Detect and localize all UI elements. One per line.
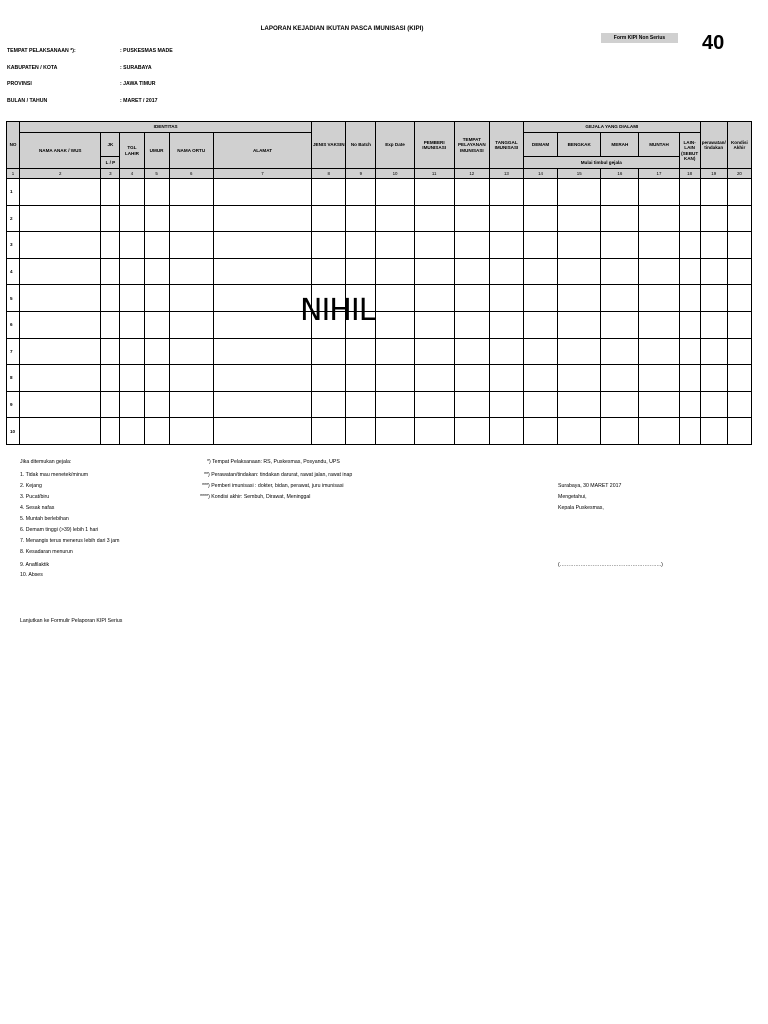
column-number-cell: 1	[7, 169, 20, 179]
footnote-pemberi: ***) Pemberi imunisasi : dokter, bidan, perawat, juru imunisasi	[202, 483, 344, 489]
footnote-tempat: *) Tempat Pelaksanaan: RS, Puskesmas, Posyandu, UPS	[207, 459, 340, 465]
table-cell	[414, 418, 454, 445]
info-label: KABUPATEN / KOTA	[7, 65, 58, 71]
table-cell	[558, 205, 601, 232]
table-cell	[20, 338, 101, 365]
symptom-item: 6. Demam tinggi (>39) lebih 1 hari	[20, 527, 99, 533]
table-cell	[144, 258, 169, 285]
table-cell	[700, 311, 727, 338]
table-cell	[489, 391, 523, 418]
table-cell	[20, 205, 101, 232]
table-cell	[312, 391, 346, 418]
table-cell	[727, 205, 751, 232]
table-cell	[489, 365, 523, 392]
table-cell	[20, 179, 101, 206]
row-number: 8	[7, 365, 20, 392]
table-cell	[120, 365, 144, 392]
table-cell	[414, 232, 454, 259]
table-cell	[639, 311, 679, 338]
table-cell	[213, 232, 311, 259]
table-cell	[727, 232, 751, 259]
table-cell	[414, 311, 454, 338]
row-number: 9	[7, 391, 20, 418]
column-number-cell: 15	[558, 169, 601, 179]
table-cell	[101, 179, 120, 206]
table-cell	[120, 311, 144, 338]
table-cell	[376, 391, 414, 418]
symptom-item: 10. Abses	[20, 572, 43, 578]
column-number-cell: 20	[727, 169, 751, 179]
column-number-cell: 3	[101, 169, 120, 179]
table-cell	[144, 365, 169, 392]
table-cell	[20, 418, 101, 445]
table-cell	[524, 391, 558, 418]
table-cell	[414, 338, 454, 365]
table-cell	[639, 338, 679, 365]
table-cell	[558, 391, 601, 418]
table-cell	[489, 179, 523, 206]
table-cell	[489, 285, 523, 312]
table-row	[7, 232, 752, 259]
table-cell	[120, 232, 144, 259]
table-cell	[101, 205, 120, 232]
table-cell	[454, 365, 489, 392]
column-number-cell: 5	[144, 169, 169, 179]
page-number: 40	[702, 32, 725, 54]
table-cell	[679, 285, 700, 312]
table-cell	[169, 258, 213, 285]
table-cell	[20, 285, 101, 312]
row-number: 4	[7, 258, 20, 285]
table-row	[7, 418, 752, 445]
table-cell	[454, 258, 489, 285]
table-cell	[346, 365, 376, 392]
table-cell	[489, 258, 523, 285]
row-number: 10	[7, 418, 20, 445]
table-cell	[144, 391, 169, 418]
row-number: 7	[7, 338, 20, 365]
table-cell	[639, 258, 679, 285]
col-demam-header: DEMAM	[524, 133, 558, 157]
table-cell	[524, 365, 558, 392]
table-cell	[454, 418, 489, 445]
table-row	[7, 338, 752, 365]
table-cell	[101, 258, 120, 285]
table-cell	[120, 179, 144, 206]
table-cell	[558, 418, 601, 445]
table-cell	[346, 258, 376, 285]
info-kabupaten	[7, 65, 152, 71]
col-no-header: NO	[7, 122, 20, 169]
info-label: TEMPAT PELAKSANAAN *):	[7, 48, 76, 54]
info-bulan-tahun	[7, 98, 157, 104]
table-cell	[601, 179, 639, 206]
table-cell	[213, 391, 311, 418]
table-cell	[414, 205, 454, 232]
table-cell	[727, 391, 751, 418]
column-number-cell: 2	[20, 169, 101, 179]
table-cell	[639, 205, 679, 232]
table-cell	[120, 418, 144, 445]
col-lp-header: L / P	[101, 157, 120, 169]
table-cell	[101, 391, 120, 418]
table-cell	[213, 205, 311, 232]
table-cell	[144, 418, 169, 445]
table-cell	[213, 338, 311, 365]
table-cell	[489, 311, 523, 338]
table-cell	[679, 365, 700, 392]
table-cell	[213, 285, 311, 312]
table-cell	[700, 338, 727, 365]
table-cell	[169, 179, 213, 206]
table-cell	[558, 258, 601, 285]
column-number-row	[7, 169, 752, 179]
table-cell	[144, 311, 169, 338]
table-cell	[454, 391, 489, 418]
col-perawatan-header: perawatan/ tindakan	[700, 122, 727, 169]
column-number-cell: 10	[376, 169, 414, 179]
col-tempat-header: TEMPAT PELAYANAN IMUNISASI	[454, 122, 489, 169]
table-cell	[700, 365, 727, 392]
table-cell	[376, 258, 414, 285]
col-jk-header: JK	[101, 133, 120, 157]
table-cell	[601, 232, 639, 259]
symptom-item: 4. Sesak nafas	[20, 505, 55, 511]
table-cell	[346, 418, 376, 445]
symptom-item: 7. Menangis terus menerus lebih dari 3 jam	[20, 538, 120, 544]
symptom-item: 9. Anafilaktik	[20, 562, 50, 568]
info-value: : SURABAYA	[120, 65, 152, 71]
table-cell	[601, 391, 639, 418]
table-cell	[601, 258, 639, 285]
column-number-cell: 6	[169, 169, 213, 179]
signature-place-date: Surabaya, 30 MARET 2017	[558, 483, 622, 489]
table-cell	[20, 311, 101, 338]
table-cell	[454, 311, 489, 338]
col-lain-header: LAIN-LAIN (SEBUT KAN)	[679, 133, 700, 169]
table-cell	[700, 179, 727, 206]
table-cell	[144, 338, 169, 365]
symptom-item: 2. Kejang	[20, 483, 42, 489]
table-cell	[727, 338, 751, 365]
column-number-cell: 16	[601, 169, 639, 179]
table-cell	[679, 179, 700, 206]
symptom-item: 3. Pucat/biru	[20, 494, 50, 500]
footnote-perawatan: **) Perawatan/tindakan: tindakan darurat, rawat jalan, rawat inap	[204, 472, 353, 478]
table-cell	[144, 285, 169, 312]
table-cell	[558, 311, 601, 338]
table-cell	[414, 365, 454, 392]
col-merah-header: MERAH	[601, 133, 639, 157]
table-cell	[213, 179, 311, 206]
table-cell	[169, 365, 213, 392]
table-cell	[120, 285, 144, 312]
table-cell	[558, 365, 601, 392]
table-row	[7, 365, 752, 392]
table-cell	[169, 205, 213, 232]
table-cell	[727, 418, 751, 445]
table-cell	[414, 258, 454, 285]
table-cell	[558, 232, 601, 259]
table-cell	[376, 418, 414, 445]
col-no-batch-header: No Batch	[346, 122, 376, 169]
table-cell	[679, 391, 700, 418]
column-number-cell: 17	[639, 169, 679, 179]
col-mulai-header: Mulai timbul gejala	[524, 157, 680, 169]
info-value: : MARET / 2017	[120, 98, 158, 104]
table-cell	[101, 232, 120, 259]
table-cell	[454, 205, 489, 232]
table-cell	[727, 179, 751, 206]
table-cell	[20, 391, 101, 418]
table-cell	[376, 365, 414, 392]
table-cell	[601, 338, 639, 365]
table-cell	[601, 285, 639, 312]
table-cell	[700, 232, 727, 259]
signature-acknowledged: Mengetahui,	[558, 494, 587, 500]
column-number-cell: 7	[213, 169, 311, 179]
table-cell	[213, 258, 311, 285]
table-cell	[700, 285, 727, 312]
table-cell	[639, 391, 679, 418]
table-cell	[312, 418, 346, 445]
table-cell	[346, 338, 376, 365]
table-cell	[101, 365, 120, 392]
info-label: PROVINSI	[7, 81, 32, 87]
column-number-cell: 19	[700, 169, 727, 179]
col-exp-date-header: Exp Date	[376, 122, 414, 169]
column-number-cell: 13	[489, 169, 523, 179]
table-cell	[489, 205, 523, 232]
table-cell	[679, 232, 700, 259]
table-cell	[639, 179, 679, 206]
table-cell	[558, 338, 601, 365]
table-cell	[120, 338, 144, 365]
table-cell	[601, 365, 639, 392]
table-cell	[454, 179, 489, 206]
signature-name-line: (…………………………………………………..)	[558, 562, 663, 568]
footnote-kondisi: ****) Kondisi akhir: Sembuh, Dirawat, Meninggal	[200, 494, 311, 500]
table-cell	[524, 285, 558, 312]
column-number-cell: 8	[312, 169, 346, 179]
table-cell	[101, 311, 120, 338]
table-cell	[454, 285, 489, 312]
info-value: : PUSKESMAS MADE	[120, 48, 173, 54]
column-number-cell: 4	[120, 169, 144, 179]
table-cell	[120, 205, 144, 232]
table-cell	[312, 179, 346, 206]
col-tanggal-header: TANGGAL IMUNISASI	[489, 122, 523, 169]
table-row	[7, 179, 752, 206]
col-kondisi-header: Kondisi Akhir	[727, 122, 751, 169]
col-pemberi-header: PEMBERI IMUNISASI	[414, 122, 454, 169]
table-cell	[700, 258, 727, 285]
table-cell	[489, 338, 523, 365]
table-cell	[169, 311, 213, 338]
table-cell	[414, 179, 454, 206]
col-bengkak-header: BENGKAK	[558, 133, 601, 157]
column-number-cell: 18	[679, 169, 700, 179]
table-cell	[558, 179, 601, 206]
table-cell	[312, 232, 346, 259]
table-cell	[120, 391, 144, 418]
col-nama-ortu-header: NAMA ORTU	[169, 133, 213, 169]
table-cell	[213, 365, 311, 392]
col-tgl-lahir-header: TGL LAHIR	[120, 133, 144, 169]
table-cell	[524, 311, 558, 338]
closing-note: Lanjutkan ke Formulir Pelaporan KIPI Serius	[20, 618, 123, 624]
table-cell	[120, 258, 144, 285]
report-title: LAPORAN KEJADIAN IKUTAN PASCA IMUNISASI (KIPI)	[260, 25, 424, 32]
table-cell	[20, 365, 101, 392]
table-body	[7, 179, 752, 445]
table-cell	[558, 285, 601, 312]
table-cell	[213, 311, 311, 338]
table-cell	[414, 391, 454, 418]
table-cell	[376, 285, 414, 312]
symptom-item: 8. Kesadaran menurun	[20, 549, 73, 555]
table-cell	[639, 232, 679, 259]
table-cell	[489, 232, 523, 259]
table-cell	[144, 232, 169, 259]
table-row	[7, 285, 752, 312]
table-cell	[639, 365, 679, 392]
row-number: 1	[7, 179, 20, 206]
table-cell	[312, 365, 346, 392]
column-number-cell: 12	[454, 169, 489, 179]
table-cell	[601, 311, 639, 338]
table-cell	[639, 285, 679, 312]
symptoms-intro: Jika ditemukan gejala:	[20, 459, 72, 465]
info-tempat	[7, 48, 173, 54]
table-cell	[700, 391, 727, 418]
table-cell	[524, 205, 558, 232]
col-identitas-header: IDENTITAS	[20, 122, 312, 133]
table-cell	[312, 205, 346, 232]
table-cell	[144, 205, 169, 232]
table-cell	[169, 418, 213, 445]
table-cell	[524, 258, 558, 285]
symptom-item: 5. Muntah berlebihan	[20, 516, 69, 522]
table-cell	[414, 285, 454, 312]
table-cell	[524, 418, 558, 445]
table-cell	[524, 338, 558, 365]
table-cell	[346, 391, 376, 418]
table-row	[7, 205, 752, 232]
table-cell	[101, 285, 120, 312]
row-number: 3	[7, 232, 20, 259]
table-cell	[169, 285, 213, 312]
col-jenis-vaksin-header: JENIS VAKSIN	[312, 122, 346, 169]
kipi-report-table	[6, 121, 752, 445]
column-number-cell: 14	[524, 169, 558, 179]
table-cell	[20, 258, 101, 285]
table-cell	[601, 205, 639, 232]
column-number-cell: 9	[346, 169, 376, 179]
table-cell	[376, 232, 414, 259]
table-cell	[700, 205, 727, 232]
table-cell	[346, 232, 376, 259]
col-umur-header: UMUR	[144, 133, 169, 169]
table-cell	[727, 285, 751, 312]
table-cell	[454, 232, 489, 259]
table-cell	[727, 311, 751, 338]
nihil-stamp: NIHIL	[300, 293, 375, 328]
table-cell	[639, 418, 679, 445]
table-cell	[101, 418, 120, 445]
symptom-item: 1. Tidak mau menetek/minum	[20, 472, 89, 478]
table-cell	[679, 418, 700, 445]
table-cell	[144, 179, 169, 206]
form-type-label: Form KIPI Non Serius	[601, 33, 678, 43]
table-cell	[376, 338, 414, 365]
info-label: BULAN / TAHUN	[7, 98, 48, 104]
table-cell	[101, 338, 120, 365]
table-cell	[679, 338, 700, 365]
table-cell	[169, 391, 213, 418]
table-cell	[727, 365, 751, 392]
table-row	[7, 391, 752, 418]
table-cell	[213, 418, 311, 445]
table-cell	[489, 418, 523, 445]
column-number-cell: 11	[414, 169, 454, 179]
table-cell	[376, 205, 414, 232]
row-number: 6	[7, 311, 20, 338]
col-muntah-header: MUNTAH	[639, 133, 679, 157]
table-cell	[169, 232, 213, 259]
table-cell	[679, 205, 700, 232]
col-alamat-header: ALAMAT	[213, 133, 311, 169]
row-number: 2	[7, 205, 20, 232]
table-cell	[312, 258, 346, 285]
signature-role: Kepala Puskesmas,	[558, 505, 604, 511]
table-cell	[727, 258, 751, 285]
info-value: : JAWA TIMUR	[120, 81, 156, 87]
table-cell	[700, 418, 727, 445]
table-cell	[312, 338, 346, 365]
table-cell	[601, 418, 639, 445]
info-provinsi	[7, 81, 156, 87]
table-cell	[169, 338, 213, 365]
table-cell	[524, 232, 558, 259]
table-cell	[376, 179, 414, 206]
table-cell	[376, 311, 414, 338]
table-cell	[454, 338, 489, 365]
col-gejala-header: GEJALA YANG DIALAMI	[524, 122, 701, 133]
table-cell	[346, 179, 376, 206]
table-cell	[524, 179, 558, 206]
table-cell	[679, 258, 700, 285]
table-cell	[20, 232, 101, 259]
row-number: 5	[7, 285, 20, 312]
table-cell	[346, 205, 376, 232]
table-row	[7, 311, 752, 338]
table-row	[7, 258, 752, 285]
table-cell	[679, 311, 700, 338]
col-nama-header: NAMA ANAK / WUS	[20, 133, 101, 169]
